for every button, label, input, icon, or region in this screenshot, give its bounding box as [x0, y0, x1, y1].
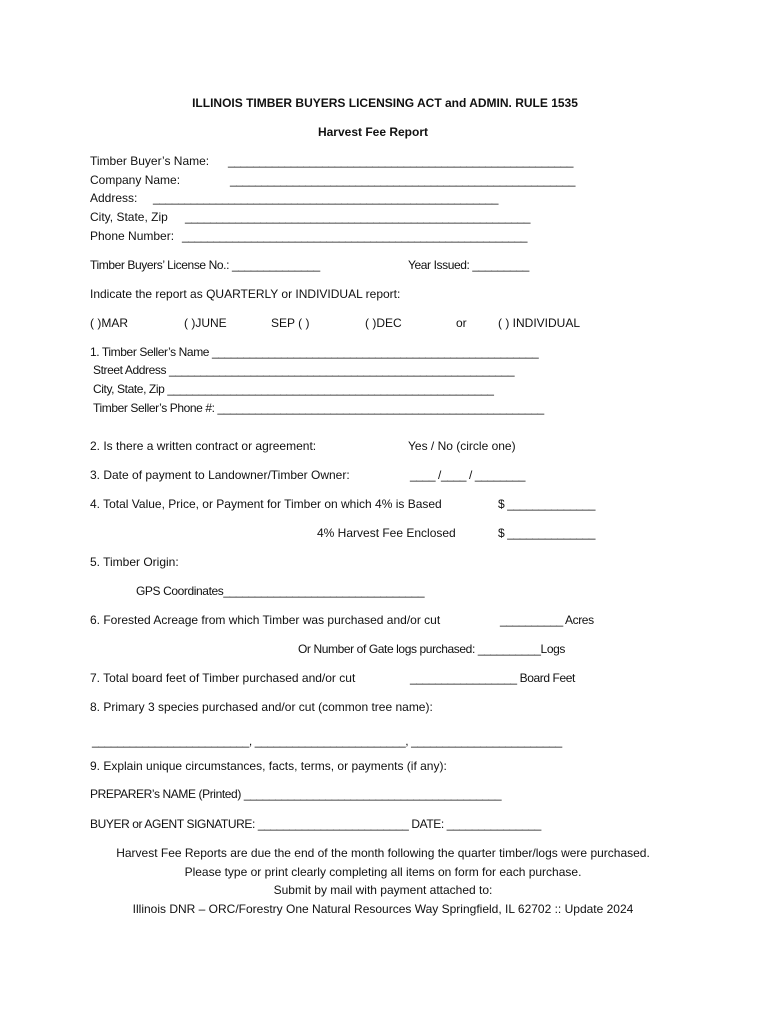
seller-phone-field[interactable]: Timber Seller’s Phone #: ____________________________________________________: [93, 401, 544, 415]
gps-coordinates-field[interactable]: GPS Coordinates________________________________: [136, 584, 425, 598]
form-title: ILLINOIS TIMBER BUYERS LICENSING ACT and ADMIN. RULE 1535: [192, 96, 578, 110]
footer-print-note: Please type or print clearly completing all items on form for each purchase.: [184, 865, 582, 879]
seller-name-field[interactable]: 1. Timber Seller’s Name ____________________________________________________: [90, 345, 539, 359]
company-name-field[interactable]: _______________________________________________________: [230, 173, 576, 187]
gate-logs-field[interactable]: Or Number of Gate logs purchased: __________Logs: [298, 642, 565, 656]
acres-field[interactable]: __________ Acres: [500, 613, 594, 627]
q4-label: 4. Total Value, Price, or Payment for Timber on which 4% is Based: [90, 497, 442, 511]
option-june-checkbox[interactable]: ( )JUNE: [184, 316, 227, 330]
city-state-zip-label: City, State, Zip: [90, 210, 168, 224]
q8-label: 8. Primary 3 species purchased and/or cut (common tree name):: [90, 700, 433, 714]
signature-date-field[interactable]: BUYER or AGENT SIGNATURE: ________________________ DATE: _______________: [90, 817, 541, 831]
footer-due-note: Harvest Fee Reports are due the end of the month following the quarter timber/logs were purchased.: [116, 846, 650, 860]
address-field[interactable]: _______________________________________________________: [153, 191, 499, 205]
q3-date-field[interactable]: ____ /____ / ________: [410, 468, 526, 482]
buyer-name-field[interactable]: _______________________________________________________: [228, 154, 574, 168]
q2-label: 2. Is there a written contract or agreement:: [90, 439, 317, 453]
city-state-zip-field[interactable]: _______________________________________________________: [185, 210, 531, 224]
option-mar-checkbox[interactable]: ( )MAR: [90, 316, 128, 330]
phone-number-field[interactable]: _______________________________________________________: [182, 229, 528, 243]
q3-label: 3. Date of payment to Landowner/Timber Owner:: [90, 468, 350, 482]
option-dec-checkbox[interactable]: ( )DEC: [365, 316, 402, 330]
species-fields[interactable]: _________________________, ________________________, ________________________: [92, 734, 562, 748]
or-text: or: [456, 316, 467, 330]
q6-label: 6. Forested Acreage from which Timber was purchased and/or cut: [90, 613, 441, 627]
q5-label: 5. Timber Origin:: [90, 555, 179, 569]
footer-submit-note: Submit by mail with payment attached to:: [273, 883, 493, 897]
company-name-label: Company Name:: [90, 173, 181, 187]
footer-address: Illinois DNR – ORC/Forestry One Natural Resources Way Springfield, IL 62702 :: Update 2024: [132, 902, 634, 916]
q2-answer[interactable]: Yes / No (circle one): [408, 439, 516, 453]
seller-street-field[interactable]: Street Address _______________________________________________________: [93, 363, 515, 377]
q7-label: 7. Total board feet of Timber purchased and/or cut: [90, 671, 356, 685]
form-subtitle: Harvest Fee Report: [317, 125, 429, 139]
address-label: Address:: [90, 191, 138, 205]
preparer-name-field[interactable]: PREPARER’s NAME (Printed) _________________________________________: [90, 787, 502, 801]
q9-label: 9. Explain unique circumstances, facts, terms, or payments (if any):: [90, 759, 447, 773]
harvest-fee-field[interactable]: $ ______________: [498, 526, 596, 540]
license-number-field[interactable]: Timber Buyers’ License No.: ______________: [90, 258, 320, 272]
year-issued-field[interactable]: Year Issued: _________: [408, 258, 529, 272]
buyer-name-label: Timber Buyer’s Name:: [90, 154, 210, 168]
phone-number-label: Phone Number:: [90, 229, 175, 243]
board-feet-field[interactable]: _________________ Board Feet: [410, 671, 575, 685]
harvest-fee-label: 4% Harvest Fee Enclosed: [317, 526, 456, 540]
option-individual-checkbox[interactable]: ( ) INDIVIDUAL: [498, 316, 581, 330]
q4-value-field[interactable]: $ ______________: [498, 497, 596, 511]
seller-city-field[interactable]: City, State, Zip ____________________________________________________: [93, 382, 494, 396]
report-type-instruction: Indicate the report as QUARTERLY or INDIVIDUAL report:: [90, 287, 401, 301]
option-sep-checkbox[interactable]: SEP ( ): [271, 316, 310, 330]
